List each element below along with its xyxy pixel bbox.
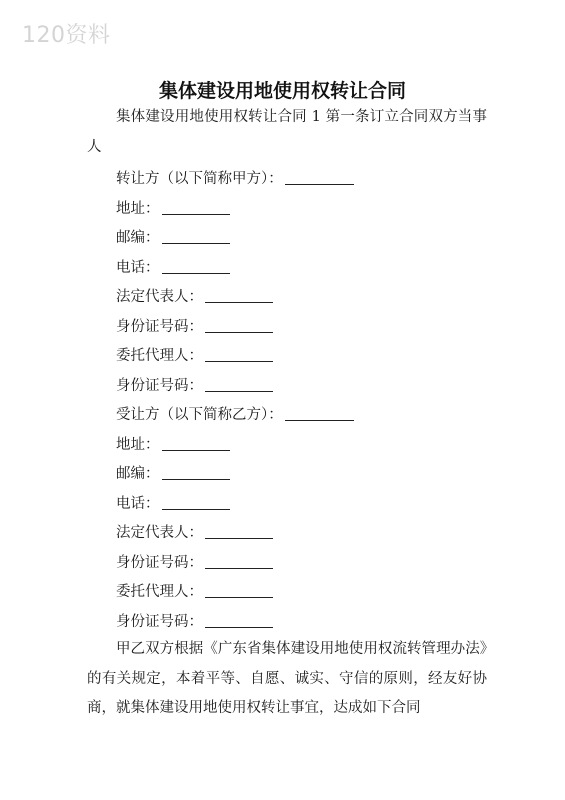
transferee-postcode-blank (162, 463, 230, 480)
transferor-name-blank (285, 168, 354, 185)
transferor-legal-rep-blank (205, 286, 273, 303)
transferor-address-blank (162, 198, 230, 215)
transferee-legal-rep-row (116, 519, 354, 549)
transferee-phone-row (116, 490, 354, 520)
transferee-agent-id-row (116, 608, 354, 638)
transferor-heading: 转让方（以下简称甲方）： (116, 171, 283, 187)
transferee-address-label: 地址： (116, 436, 160, 453)
transferor-agent-id-row (116, 372, 354, 402)
transferee-name-blank (285, 404, 354, 421)
transferor-legal-rep-row (116, 283, 354, 313)
transferor-address-label: 地址： (116, 200, 160, 217)
transferee-legal-rep-blank (205, 522, 273, 539)
transferor-phone-blank (162, 257, 230, 274)
transferor-agent-label: 委托代理人： (116, 348, 203, 364)
transferor-phone-label: 电话： (116, 259, 160, 276)
transferee-heading-row (116, 401, 354, 431)
transferee-postcode-label: 邮编： (116, 466, 160, 482)
transferee-id-blank (205, 552, 273, 569)
transferor-address-row (116, 195, 354, 225)
transferor-id-blank (205, 316, 273, 333)
transferor-id-label: 身份证号码： (116, 318, 203, 335)
transferee-agent-row (116, 578, 354, 608)
transferor-agent-blank (205, 345, 273, 362)
transferee-heading: 受让方（以下简称乙方）： (116, 407, 283, 423)
transferee-agent-id-label: 身份证号码： (116, 613, 203, 630)
transferor-heading-row (116, 165, 354, 195)
closing-paragraph: 甲乙双方根据《广东省集体建设用地使用权流转管理办法》的有关规定，本着平等、自愿、诚实、守信的原则，经友好协商，就集体建设用地使用权转让事宜，达成如下合同 (87, 641, 487, 716)
transferor-id-row (116, 313, 354, 343)
transferee-agent-blank (205, 581, 273, 598)
transferor-postcode-blank (162, 227, 230, 244)
transferor-agent-id-label: 身份证号码： (116, 377, 203, 394)
transferor-agent-row (116, 342, 354, 372)
transferee-id-row (116, 549, 354, 579)
transferor-postcode-row (116, 224, 354, 254)
transferee-phone-blank (162, 493, 230, 510)
transferee-agent-label: 委托代理人： (116, 584, 203, 600)
intro-paragraph: 集体建设用地使用权转让合同 1 第一条订立合同双方当事人 (87, 109, 487, 155)
transferor-phone-row (116, 254, 354, 284)
transferee-postcode-row (116, 460, 354, 490)
transferee-legal-rep-label: 法定代表人： (116, 525, 203, 541)
transferee-address-row (116, 431, 354, 461)
party-fields (116, 165, 354, 637)
transferee-agent-id-blank (205, 611, 273, 628)
transferor-agent-id-blank (205, 375, 273, 392)
transferor-legal-rep-label: 法定代表人： (116, 289, 203, 305)
watermark-logo: 120资料 (22, 23, 111, 48)
document-title: 集体建设用地使用权转让合同 (158, 80, 406, 102)
transferee-id-label: 身份证号码： (116, 554, 203, 571)
transferee-phone-label: 电话： (116, 495, 160, 512)
transferee-address-blank (162, 434, 230, 451)
transferor-postcode-label: 邮编： (116, 230, 160, 246)
